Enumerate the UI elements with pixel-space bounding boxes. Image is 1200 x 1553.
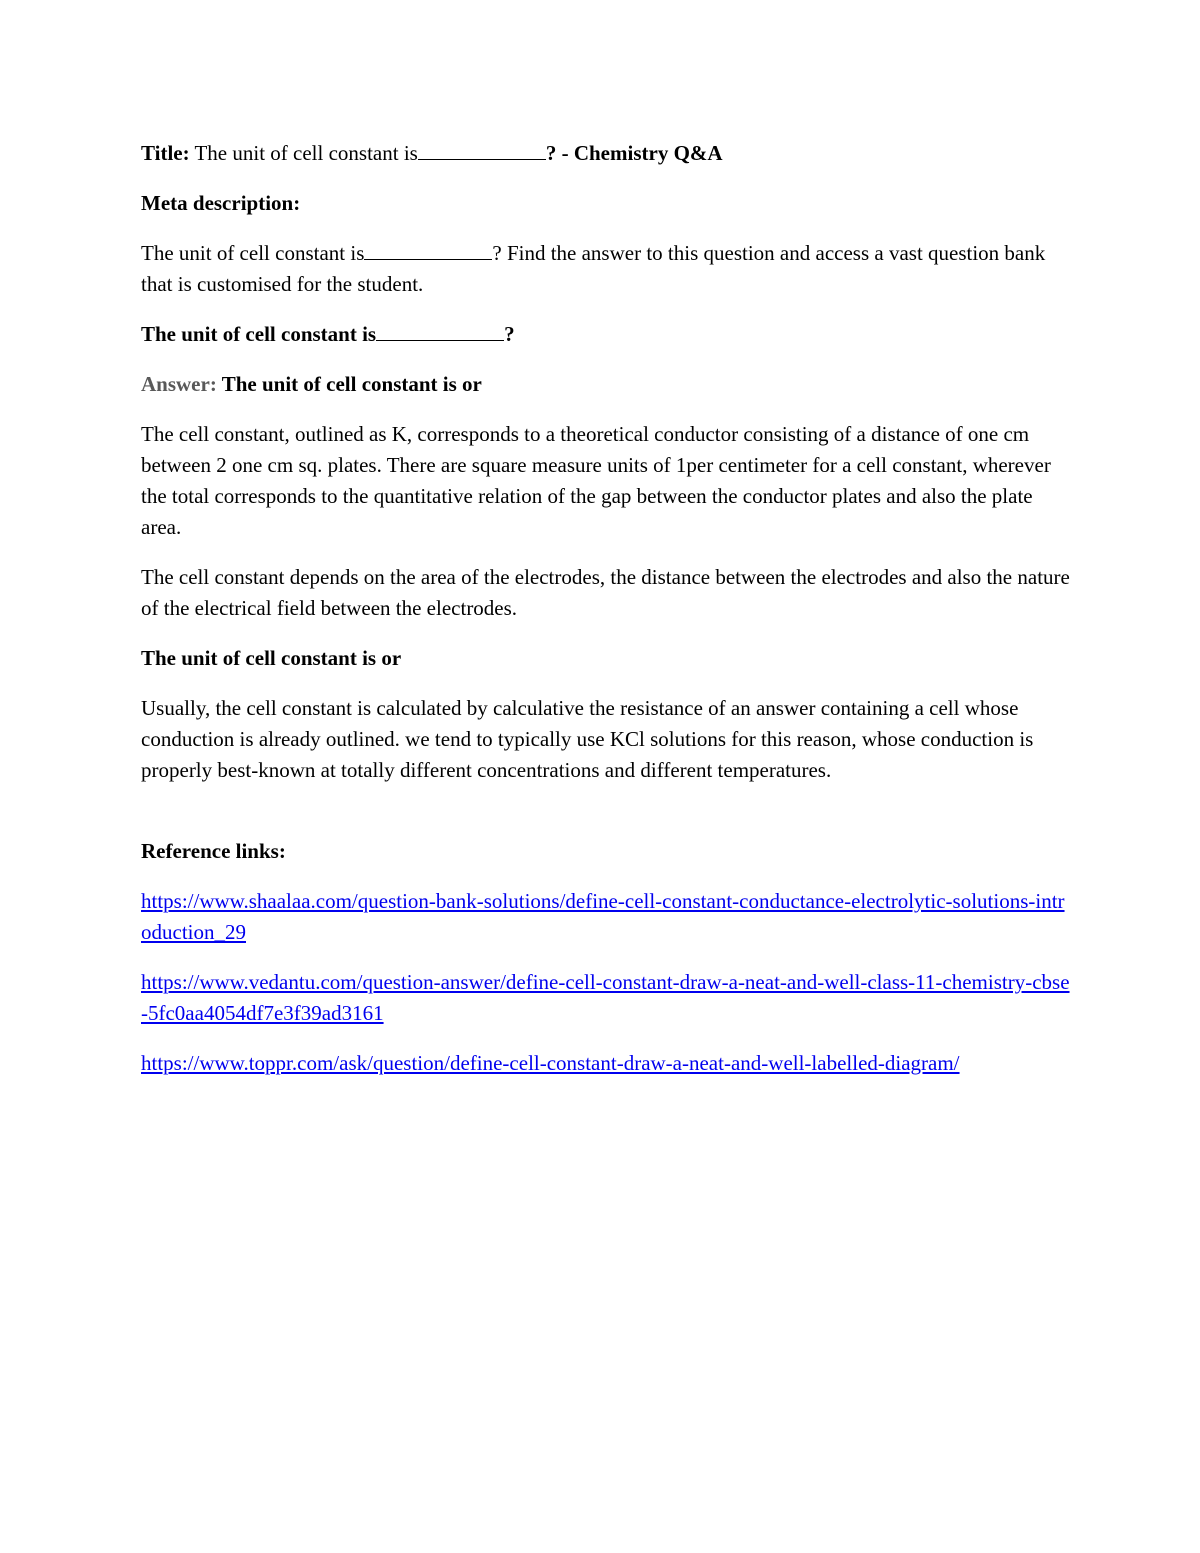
meta-blank [364,239,492,260]
question-heading [141,319,1071,350]
title-label: Title: [141,141,190,165]
answer-label: Answer: [141,372,217,396]
meta-text-before: The unit of cell constant is [141,241,365,265]
reference-link-item [141,967,1071,1029]
title-text: The unit of cell constant is [189,141,418,165]
paragraph-calculation: Usually, the cell constant is calculated by calculative the resistance of an answer containing a cell whose conduction is already outlined. we tend to typically use KCl solutions for this reason, whose conduction is properly best-known at totally different concentrations and different temperatures. [141,696,1034,782]
references-heading-text: Reference links: [141,839,286,863]
spacer [141,805,1071,836]
references-heading [141,836,1071,867]
meta-heading [141,188,1071,219]
reference-link-vedantu[interactable]: https://www.vedantu.com/question-answer/define-cell-constant-draw-a-neat-and-well-class-11-chemistry-cbse-5fc0aa4054df7e3f39ad3161 [141,970,1070,1025]
title-blank [418,139,546,160]
meta-description [141,238,1071,300]
question-text: The unit of cell constant is [141,322,377,346]
paragraph-cell-constant-definition: The cell constant, outlined as K, corresponds to a theoretical conductor consisting of a distance of one cm between 2 one cm sq. plates. There are square measure units of 1per centimeter for a cell constant, wherever the total corresponds to the quantitative relation of the gap between the conductor plates and also the plate area. [141,422,1051,539]
paragraph-cell-constant-dependence: The cell constant depends on the area of the electrodes, the distance between the electrodes and also the nature of the electrical field between the electrodes. [141,565,1070,620]
meta-text-after: ? Find the answer to this question and access a vast question bank that is customised for the student. [141,241,1046,296]
document-page [141,138,1071,1098]
question-blank [376,320,504,341]
answer-line [141,369,1071,400]
reference-link-item [141,1048,1071,1079]
question-mark: ? [504,322,515,346]
subheading [141,643,1071,674]
reference-link-shaalaa[interactable]: https://www.shaalaa.com/question-bank-solutions/define-cell-constant-conductance-electrolytic-solutions-introduction_29 [141,889,1065,944]
subheading-text: The unit of cell constant is or [141,646,402,670]
answer-text: The unit of cell constant is or [216,372,482,396]
title-line [141,138,1071,169]
reference-link-toppr[interactable]: https://www.toppr.com/ask/question/define-cell-constant-draw-a-neat-and-well-labelled-diagram/ [141,1051,960,1075]
reference-link-item [141,886,1071,948]
title-suffix: ? - Chemistry Q&A [545,141,723,165]
meta-heading-text: Meta description: [141,191,301,215]
